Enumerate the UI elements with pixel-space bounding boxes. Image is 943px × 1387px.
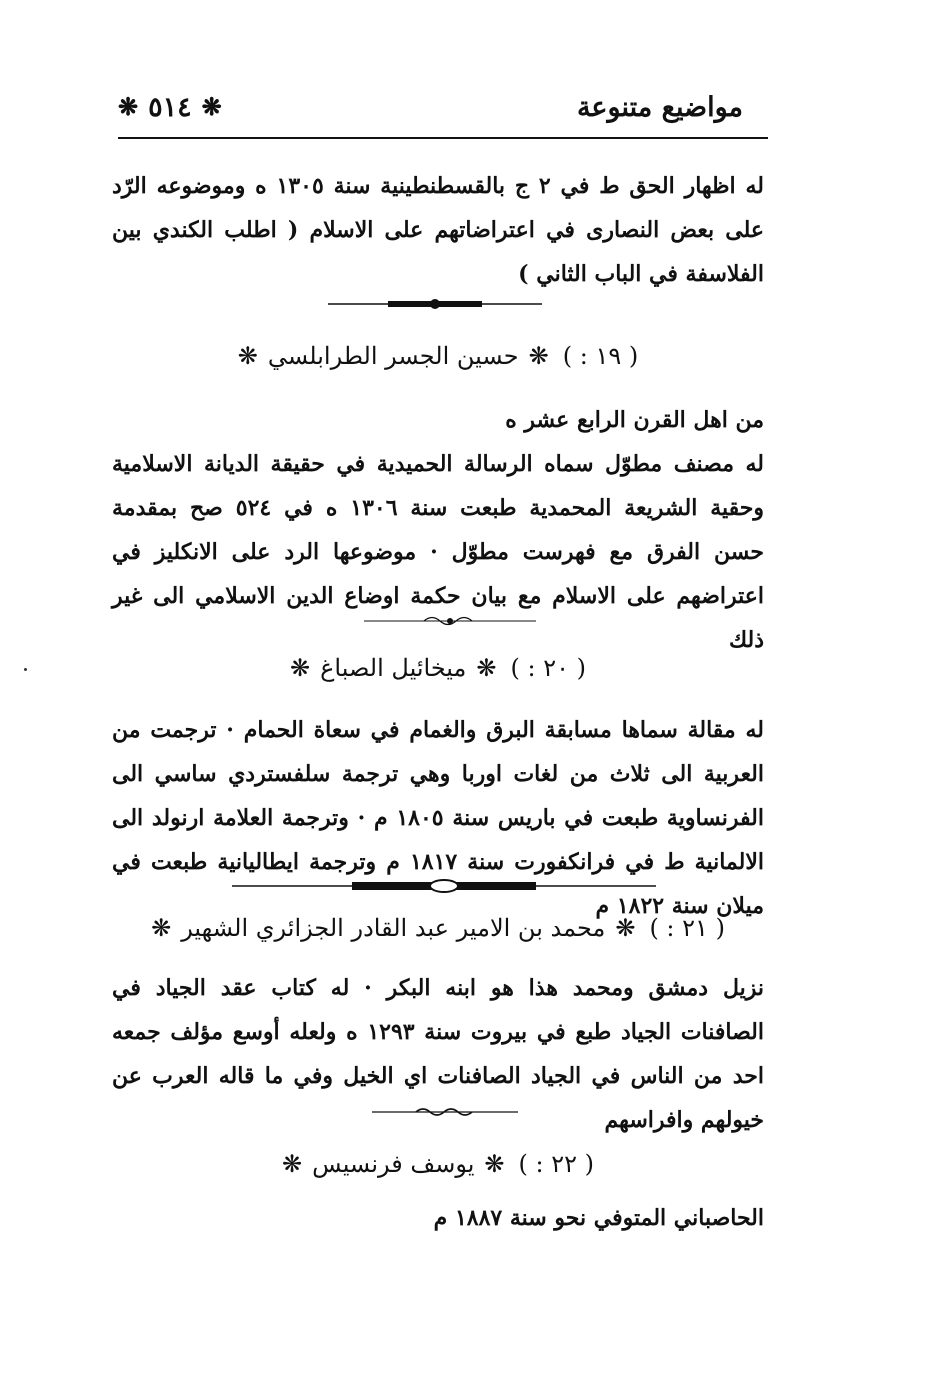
entry-name: ميخائيل الصباغ	[320, 654, 467, 682]
star-ornament-icon: ❋	[528, 342, 549, 370]
entry-heading-21	[112, 906, 764, 950]
entry-paragraph: نزيل دمشق ومحمد هذا هو ابنه البكر · له كتاب عقد الجياد في الصافنات الجياد طبع في بيروت سنة ١٢٩٣ ه ولعله أوسع مؤلف جمعه احد من الناس في الجياد الصافنات اي الخيل وفي ما قاله العرب عن خيولهم وافراسهم	[112, 975, 764, 1133]
entry-paragraph: له مصنف مطوّل سماه الرسالة الحميدية في حقيقة الديانة الاسلامية وحقية الشريعة المحمدية طبعت سنة ١٣٠٦ ه في ٥٢٤ صح بمقدمة حسن الفرق مع فهرست مطوّل · موضوعها الرد على الانكليز في اعتراضهم على الاسلام مع بيان حكمة اوضاع الدين الاسلامي الى غير ذلك	[112, 451, 764, 653]
entry-heading-20	[112, 646, 764, 690]
intro-paragraph: له اظهار الحق ط في ٢ ج بالقسطنطينية سنة ١٣٠٥ ه وموضوعه الرّد على بعض النصارى في اعتراضاتهم على الاسلام ( اطلب الكندي بين الفلاسفة في الباب الثاني )	[112, 173, 764, 287]
entry-heading-22	[112, 1142, 764, 1186]
entry-heading-19	[112, 334, 764, 378]
entry-line: الحاصباني المتوفي نحو سنة ١٨٨٧ م	[433, 1205, 764, 1231]
star-ornament-icon: ❋	[151, 914, 172, 942]
star-ornament-icon: ❋	[237, 342, 258, 370]
entry-name: يوسف فرنسيس	[312, 1150, 475, 1178]
ornamental-divider	[328, 297, 542, 311]
entry-paragraph: له مقالة سماها مسابقة البرق والغمام في سعاة الحمام · ترجمت من العربية الى ثلاث من لغات اوربا وهي ترجمة سلفستردي ساسي الى الفرنساوية طبعت في باريس سنة ١٨٠٥ م · وترجمة العلامة ارنولد الى الالمانية ط في فرانكفورت سنة ١٨١٧ م وترجمة ايطاليانية طبعت في ميلان سنة ١٨٢٢ م	[112, 717, 764, 919]
ornamental-divider	[372, 1105, 518, 1119]
star-ornament-icon: ❋	[290, 654, 311, 682]
star-ornament-icon: ❋	[281, 1150, 303, 1178]
star-ornament-icon: ❋	[118, 92, 139, 121]
star-ornament-icon: ❋	[615, 914, 636, 942]
header-rule	[118, 137, 768, 139]
entry-number: ( ٢٢ : )	[518, 1150, 595, 1178]
running-title: مواضيع متنوعة	[576, 91, 743, 123]
entry-number: ( ٢١ : )	[649, 914, 725, 942]
entry-number: ( ٢٠ : )	[510, 654, 587, 682]
entry-name: حسين الجسر الطرابلسي	[267, 342, 519, 370]
star-ornament-icon: ❋	[201, 92, 222, 121]
star-ornament-icon: ❋	[484, 1150, 505, 1178]
ornamental-divider	[364, 614, 536, 628]
page-header	[118, 82, 743, 132]
print-speck	[24, 668, 27, 671]
ornamental-divider	[232, 879, 656, 893]
entry-number: ( ١٩ : )	[562, 342, 639, 370]
page-number-block	[118, 92, 222, 123]
star-ornament-icon: ❋	[476, 654, 497, 682]
entry-name: محمد بن الامير عبد القادر الجزائري الشهير	[181, 914, 606, 942]
page-number: ٥١٤	[148, 91, 192, 123]
entry-line: من اهل القرن الرابع عشر ه	[505, 407, 764, 433]
